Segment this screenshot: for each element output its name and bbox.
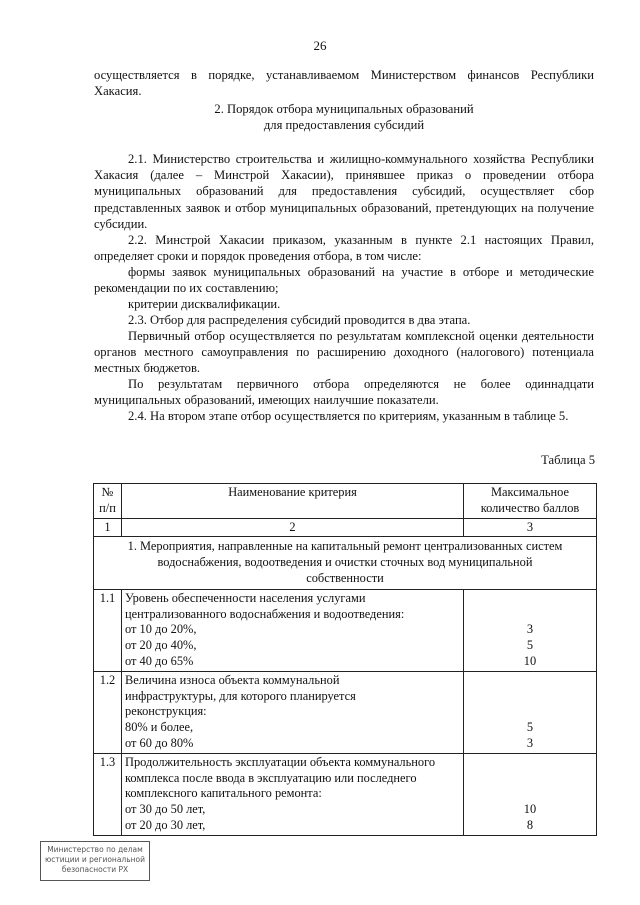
paragraph-2-3-a: Первичный отбор осуществляется по результатам комплексной оценки деятельности органов местного самоуправления по расширению доходного (налогового) потенциала местных бюджетов.: [94, 329, 594, 376]
header-criterion: Наименование критерия: [122, 484, 464, 519]
option-score: 10: [523, 653, 537, 668]
header-max-score: [464, 484, 597, 519]
page-number: 26: [313, 38, 327, 53]
paragraph-2-3-b: По результатам первичного отбора определяются не более одиннадцати муниципальных образований, имеющих наилучшие показатели.: [94, 377, 594, 408]
paragraph-2-3: 2.3. Отбор для распределения субсидий проводится в два этапа.: [128, 313, 471, 327]
table-header-row: [94, 484, 597, 519]
section-title-line1: 2. Порядок отбора муниципальных образований: [214, 102, 474, 116]
row-number: 1.3: [94, 753, 122, 835]
option-score: 3: [526, 735, 534, 750]
table-row: [94, 671, 597, 753]
option-label: от 20 до 40%,: [125, 638, 197, 653]
paragraph-2-2-b: критерии дисквалификации.: [128, 297, 281, 311]
score-cell: [464, 753, 597, 835]
header-number-line2: п/п: [99, 500, 116, 515]
option-score: 3: [526, 622, 534, 637]
header-number: [94, 484, 122, 519]
section-title-line2: для предоставления субсидий: [263, 118, 425, 133]
column-number-row: [94, 518, 597, 537]
section-title: [94, 101, 594, 133]
paragraph-2-2-a: формы заявок муниципальных образований на участие в отборе и методические рекомендации по их составлению;: [94, 265, 594, 296]
criterion-cell: [122, 589, 464, 671]
stamp-line2: юстиции и региональной: [44, 855, 146, 864]
colnum-2: 2: [122, 518, 464, 537]
option-label: от 60 до 80%: [125, 735, 194, 750]
intro-text: осуществляется в порядке, устанавливаемом Министерством финансов Республики Хакасия.: [94, 68, 594, 99]
table-row: [94, 589, 597, 671]
criterion-title: Величина износа объекта коммунальной инфраструктуры, для которого планируется реконструкция:: [125, 672, 356, 719]
score-cell: [464, 589, 597, 671]
paragraph-2-4: 2.4. На втором этапе отбор осуществляется по критериям, указанным в таблице 5.: [128, 409, 569, 423]
score-cell: [464, 671, 597, 753]
option-label: от 30 до 50 лет,: [125, 802, 206, 817]
group-row: [94, 537, 597, 589]
option-label: от 10 до 20%,: [125, 622, 197, 637]
criterion-title: Уровень обеспеченности населения услугами централизованного водоснабжения и водоотведения:: [125, 590, 405, 621]
row-number: 1.1: [94, 589, 122, 671]
option-score: 5: [526, 720, 534, 735]
header-number-line1: №: [101, 485, 114, 499]
registration-stamp: [40, 841, 150, 881]
criterion-cell: [122, 671, 464, 753]
option-score: 5: [526, 638, 534, 653]
table-caption: Таблица 5: [541, 453, 595, 467]
option-label: от 20 до 30 лет,: [125, 817, 206, 832]
option-score: 10: [523, 802, 537, 817]
row-number: 1.2: [94, 671, 122, 753]
stamp-line1: Министерство по делам: [47, 845, 143, 854]
colnum-1: 1: [94, 518, 122, 537]
paragraph-2-1: 2.1. Министерство строительства и жилищно-коммунального хозяйства Республики Хакасия (далее – Минстрой Хакасии), принявшее приказ о проведении отбора муниципальных образований для предоставления субсидий, осуществляет сбор представленных заявок и отбор муниципальных образований, претендующих на получение субсидии.: [94, 152, 594, 231]
option-label: 80% и более,: [125, 720, 194, 735]
group-1-title: 1. Мероприятия, направленные на капитальный ремонт централизованных систем водоснабжения, водоотведения и очистки сточных вод муниципальной собственности: [94, 537, 597, 589]
table-row: [94, 753, 597, 835]
option-label: от 40 до 65%: [125, 653, 194, 668]
colnum-3: 3: [464, 518, 597, 537]
header-score-line2: количество баллов: [480, 500, 580, 515]
option-score: 8: [526, 817, 534, 832]
criteria-table: [93, 483, 597, 836]
criterion-cell: [122, 753, 464, 835]
paragraph-2-2: 2.2. Минстрой Хакасии приказом, указанным в пункте 2.1 настоящих Правил, определяет сроки и порядок проведения отбора, в том числе:: [94, 233, 594, 264]
criterion-title: Продолжительность эксплуатации объекта коммунального комплекса после ввода в эксплуатацию или последнего комплексного капитального ремонта:: [125, 754, 436, 801]
header-score-line1: Максимальное: [490, 485, 570, 499]
stamp-line3: безопасности РХ: [61, 865, 129, 874]
